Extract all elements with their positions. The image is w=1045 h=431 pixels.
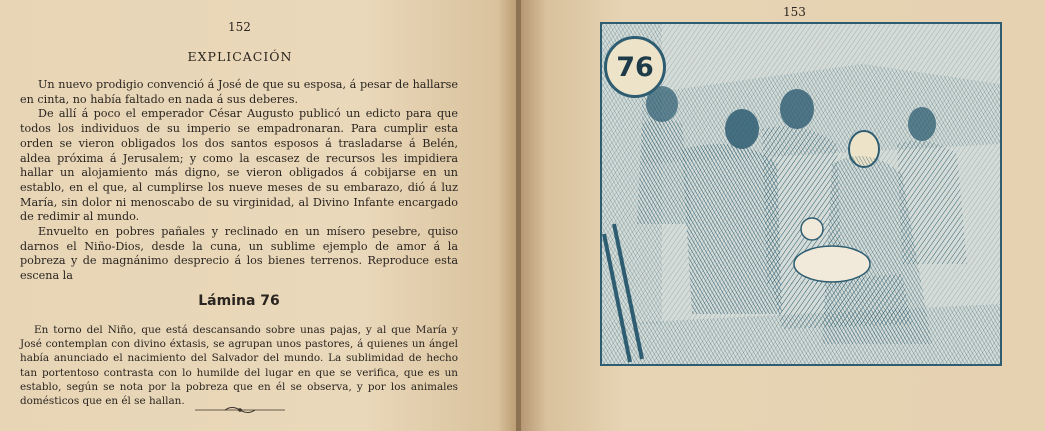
page-number-left: 152 — [228, 20, 251, 34]
book-gutter — [516, 0, 521, 431]
paragraph-3: Envuelto en pobres pañales y reclinado en un mísero pesebre, quiso darnos el Niño-Dios, desde la cuna, un sublime ejemplo de amor á la pobreza y de magnánimo desprecio á los bienes terrenos. Reproduce esta escena la — [20, 225, 458, 283]
plate-title: Lámina 76 — [198, 293, 280, 309]
paragraph-2: De allí á poco el emperador César Augusto publicó un edicto para que todos los individuos de su imperio se empadronaran. Para cumplir esta orden se vieron obligados los dos santos esposos á trasladarse á Belén, aldea próxima á Jerusalem; y como la escasez de recursos les impidiera hallar un alojamiento más digno, se vieron obligados á cobijarse en un establo, en el que, al cumplirse los nueve meses de su embarazo, dió á luz María, sin dolor ni menoscabo de su virginidad, al Divino Infante encargado de redimir al mundo. — [20, 107, 458, 224]
explanation-text — [20, 78, 458, 284]
page-heading: EXPLICACIÓN — [187, 49, 293, 64]
plate-description — [20, 323, 458, 408]
ornament-divider — [195, 404, 285, 416]
paragraph-1: Un nuevo prodigio convenció á José de que su esposa, á pesar de hallarse en cinta, no había faltado en nada á sus deberes. — [20, 78, 458, 106]
page-number-right: 153 — [783, 5, 806, 19]
plate-description-text: En torno del Niño, que está descansando sobre unas pajas, y al que María y José contemplan con divino éxtasis, se agrupan unos pastores, á quienes un ángel había anunciado el nacimiento del Salvador del mundo. La sublimidad de hecho tan portentoso contrasta con lo humilde del lugar en que se verifica, que es un establo, según se nota por la pobreza que en él se observa, y por los animales domésticos que en él se hallan. — [20, 324, 458, 408]
plate-number-badge: 76 — [604, 36, 666, 98]
